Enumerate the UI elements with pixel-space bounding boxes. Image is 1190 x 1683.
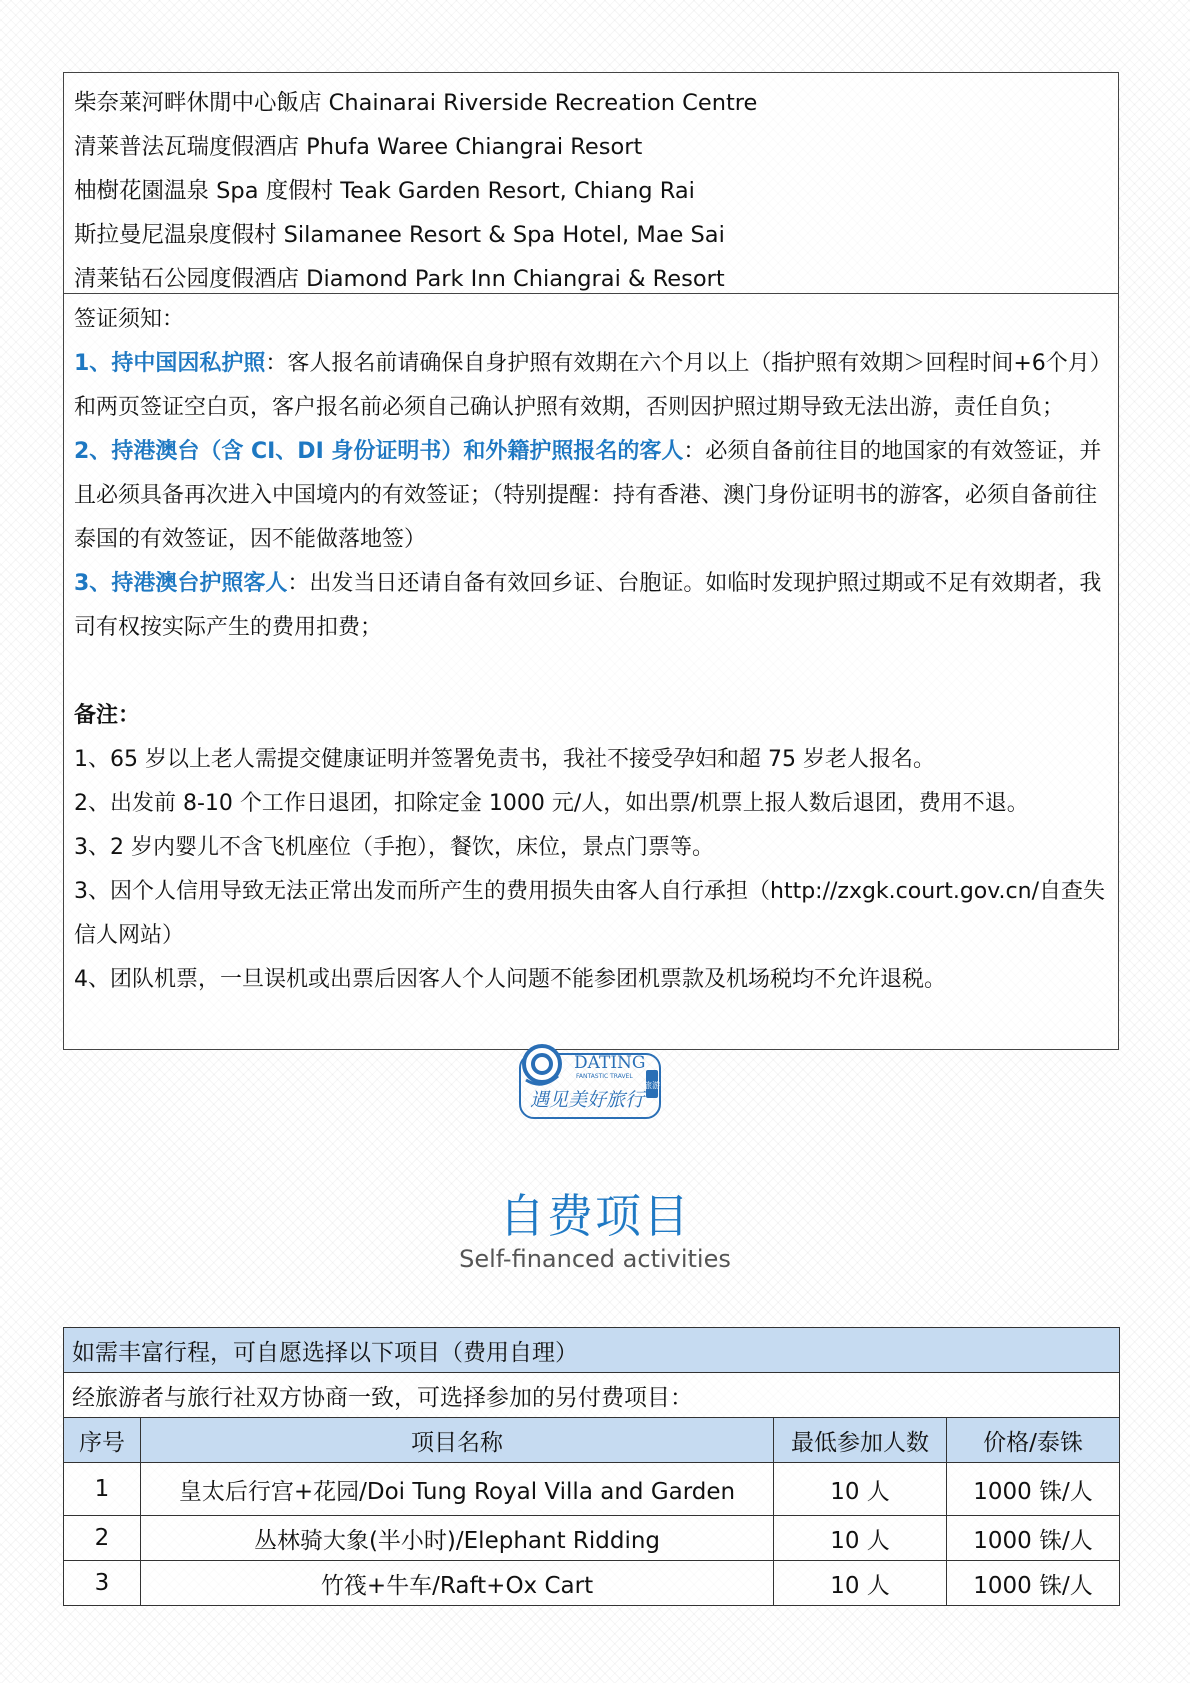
table-row [64, 1561, 1120, 1606]
visa-item-text: ：必须自备前往目的地国家的有效签证，并且必须具备再次进入中国境内的有效签证；（特别提醒：持有香港、澳门身份证明书的游客，必须自备前往泰国的有效签证，因不能做落地签） [74, 439, 1102, 552]
visa-item-highlight: 持港澳台（含 CI、DI 身份证明书）和外籍护照报名的客人 [111, 439, 684, 464]
hotel-item: 柴奈莱河畔休閒中心飯店 Chainarai Riverside Recreation Centre [74, 90, 758, 116]
table-cell: 2 [64, 1516, 141, 1561]
remarks-heading: 备注： [74, 703, 141, 728]
hotel-item: 柚樹花園温泉 Spa 度假村 Teak Garden Resort, Chiang Rai [74, 178, 695, 204]
activities-table [63, 1327, 1120, 1606]
logo-seal: 旅游 [644, 1081, 660, 1090]
company-logo [512, 1040, 672, 1122]
table-header-row [64, 1328, 1120, 1373]
visa-item-prefix: 2、 [74, 439, 112, 464]
spacer [74, 650, 1108, 694]
hotel-item: 清莱普法瓦瑞度假酒店 Phufa Waree Chiangrai Resort [74, 134, 643, 160]
table-cell: 3 [64, 1561, 141, 1606]
logo-text-cn: 遇见美好旅行 [530, 1089, 645, 1111]
visa-item-text: ：出发当日还请自备有效回乡证、台胞证。如临时发现护照过期或不足有效期者，我司有权按实际产生的费用扣费； [74, 571, 1102, 640]
column-header: 序号 [64, 1418, 141, 1463]
table-cell: 1000 铢/人 [947, 1463, 1120, 1516]
table-cell: 皇太后行宫+花园/Doi Tung Royal Villa and Garden [141, 1463, 774, 1516]
table-row [64, 1516, 1120, 1561]
visa-item-prefix: 1、 [74, 351, 112, 376]
visa-item-highlight: 持港澳台护照客人 [111, 571, 288, 596]
table-cell: 竹筏+牛车/Raft+Ox Cart [141, 1561, 774, 1606]
table-cell: 10 人 [774, 1561, 947, 1606]
notes-box [63, 293, 1119, 1050]
visa-heading: 签证须知： [74, 307, 185, 332]
table-cell: 1 [64, 1463, 141, 1516]
table-cell: 丛林骑大象(半小时)/Elephant Ridding [141, 1516, 774, 1561]
table-cell: 10 人 [774, 1463, 947, 1516]
column-header: 价格/泰铢 [947, 1418, 1120, 1463]
remark-item: 2、出发前 8-10 个工作日退团，扣除定金 1000 元/人，如出票/机票上报人数后退团，费用不退。 [74, 791, 1029, 816]
section-title: 自费项目 [499, 1189, 691, 1243]
logo-text-en-sub: FANTASTIC TRAVEL [576, 1073, 633, 1080]
table-sub-text: 经旅游者与旅行社双方协商一致，可选择参加的另付费项目： [64, 1373, 1120, 1418]
table-row [64, 1463, 1120, 1516]
remark-item: 1、65 岁以上老人需提交健康证明并签署免责书，我社不接受孕妇和超 75 岁老人报名。 [74, 747, 935, 772]
hotel-list [63, 72, 1119, 294]
remark-item: 3、2 岁内婴儿不含飞机座位（手抱），餐饮，床位，景点门票等。 [74, 835, 714, 860]
remark-item: 3、因个人信用导致无法正常出发而所产生的费用损失由客人自行承担（http://zxgk.court.gov.cn/自查失信人网站） [74, 879, 1106, 948]
logo-text-en: DATING [574, 1053, 646, 1073]
section-subtitle: Self-financed activities [459, 1245, 731, 1273]
visa-item [74, 430, 1108, 562]
hotel-item: 斯拉曼尼温泉度假村 Silamanee Resort & Spa Hotel, Mae Sai [74, 222, 725, 248]
visa-item-highlight: 持中国因私护照 [111, 351, 266, 376]
column-header: 最低参加人数 [774, 1418, 947, 1463]
table-cell: 10 人 [774, 1516, 947, 1561]
table-sub-row [64, 1373, 1120, 1418]
hotel-item: 清莱钻石公园度假酒店 Diamond Park Inn Chiangrai & Resort [74, 266, 725, 292]
column-header: 项目名称 [141, 1418, 774, 1463]
visa-item-prefix: 3、 [74, 571, 112, 596]
table-cell: 1000 铢/人 [947, 1561, 1120, 1606]
table-cell: 1000 铢/人 [947, 1516, 1120, 1561]
visa-item [74, 562, 1108, 650]
visa-item [74, 342, 1108, 430]
remark-item: 4、团队机票，一旦误机或出票后因客人个人问题不能参团机票款及机场税均不允许退税。 [74, 967, 947, 992]
visa-item-text: ：客人报名前请确保自身护照有效期在六个月以上（指护照有效期＞回程时间+6个月）和两页签证空白页，客户报名前必须自己确认护照有效期，否则因护照过期导致无法出游，责任自负； [74, 351, 1101, 420]
table-header-text: 如需丰富行程，可自愿选择以下项目（费用自理） [64, 1328, 1120, 1373]
table-column-headers [64, 1418, 1120, 1463]
